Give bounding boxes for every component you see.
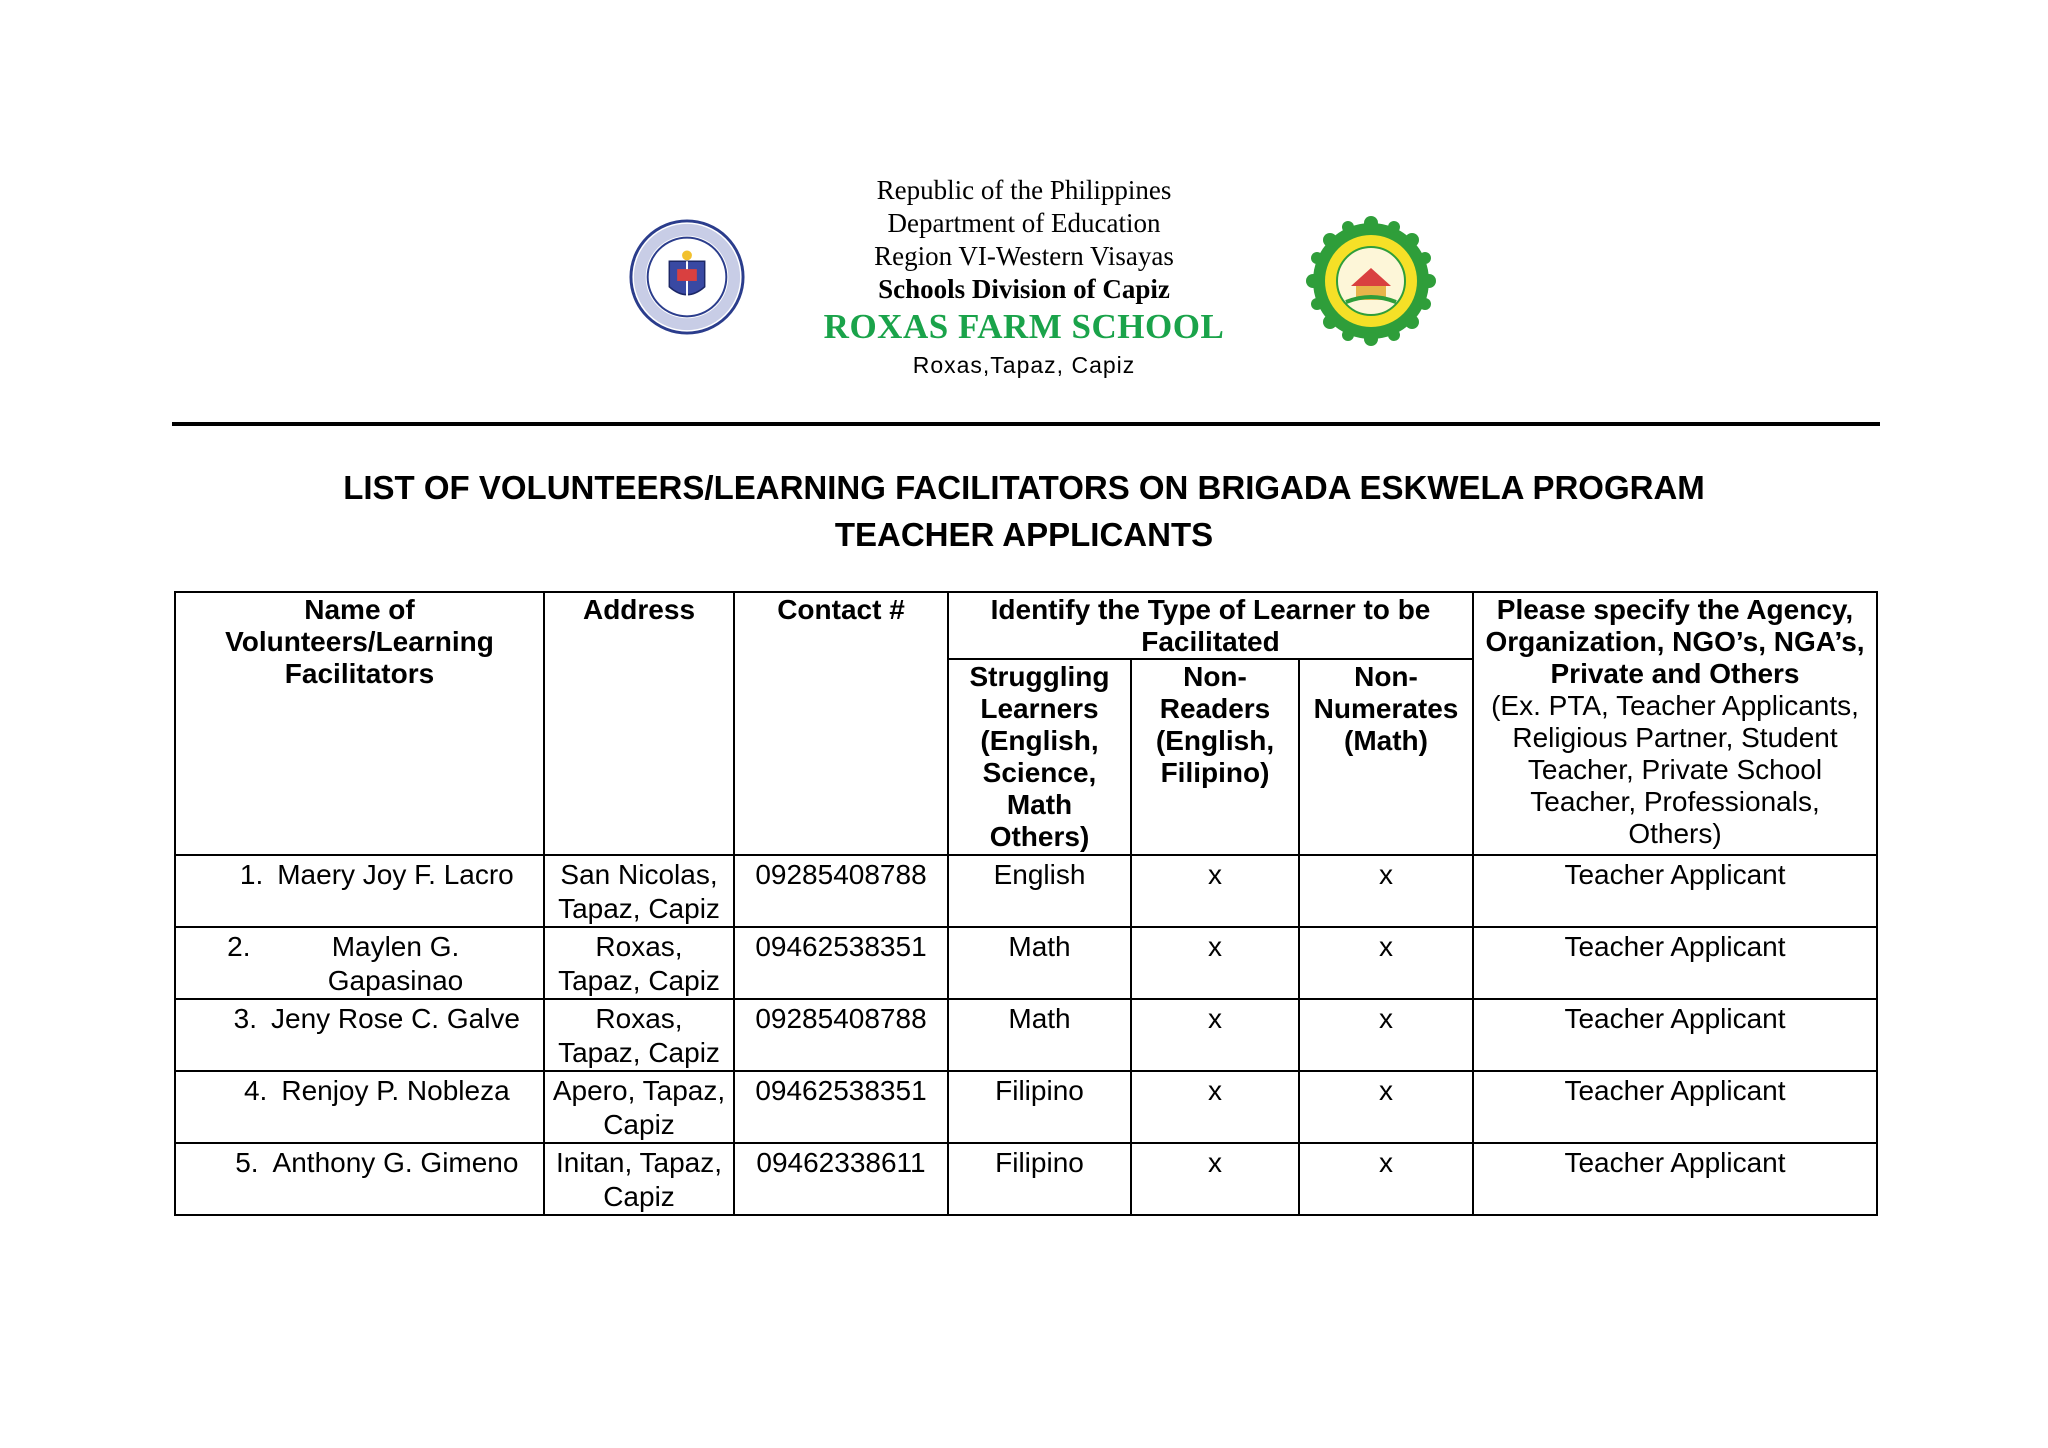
school-name: ROXAS FARM SCHOOL	[823, 307, 1225, 346]
cell-non-numerates: x	[1299, 1071, 1473, 1143]
cell-struggling: English	[948, 855, 1131, 927]
cell-agency: Teacher Applicant	[1473, 927, 1877, 999]
department-line: Department of Education	[887, 208, 1161, 238]
cell-name	[175, 999, 544, 1071]
header-non-readers: Non-Readers (English, Filipino)	[1131, 659, 1299, 855]
cell-non-numerates: x	[1299, 1143, 1473, 1215]
cell-name	[175, 1071, 544, 1143]
cell-name	[175, 927, 544, 999]
volunteer-name: Maylen G. Gapasinao	[327, 931, 464, 996]
cell-address: Roxas, Tapaz, Capiz	[544, 999, 734, 1071]
cell-non-numerates: x	[1299, 855, 1473, 927]
document-subtitle: TEACHER APPLICANTS	[834, 516, 1214, 553]
table-row	[175, 999, 1877, 1071]
cell-agency: Teacher Applicant	[1473, 999, 1877, 1071]
row-number: 4.	[243, 1075, 268, 1106]
volunteer-name: Maery Joy F. Lacro	[277, 859, 514, 890]
cell-struggling: Math	[948, 999, 1131, 1071]
cell-contact: 09462538351	[734, 1071, 948, 1143]
header-non-numerates: Non-Numerates (Math)	[1299, 659, 1473, 855]
table-row	[175, 1143, 1877, 1215]
header-agency-note: (Ex. PTA, Teacher Applicants, Religious Partner, Student Teacher, Private School Teacher, Professionals, Others)	[1491, 690, 1859, 849]
cell-contact: 09285408788	[734, 999, 948, 1071]
division-line: Schools Division of Capiz	[878, 274, 1170, 304]
cell-address: Apero, Tapaz, Capiz	[544, 1071, 734, 1143]
cell-non-readers: x	[1131, 927, 1299, 999]
cell-agency: Teacher Applicant	[1473, 855, 1877, 927]
cell-non-readers: x	[1131, 855, 1299, 927]
cell-name	[175, 855, 544, 927]
cell-non-readers: x	[1131, 1071, 1299, 1143]
cell-struggling: Filipino	[948, 1143, 1131, 1215]
republic-line: Republic of the Philippines	[876, 175, 1172, 205]
cell-contact: 09462538351	[734, 927, 948, 999]
table-row	[175, 855, 1877, 927]
cell-contact: 09285408788	[734, 855, 948, 927]
cell-non-readers: x	[1131, 1143, 1299, 1215]
table-row	[175, 927, 1877, 999]
table-header-row	[175, 592, 1877, 659]
header-name: Name of Volunteers/Learning Facilitators	[175, 592, 544, 855]
cell-address: San Nicolas, Tapaz, Capiz	[544, 855, 734, 927]
cell-non-numerates: x	[1299, 999, 1473, 1071]
letterhead	[0, 174, 2048, 382]
cell-agency: Teacher Applicant	[1473, 1071, 1877, 1143]
row-number: 3.	[233, 1003, 257, 1034]
volunteer-name: Renjoy P. Nobleza	[281, 1075, 510, 1106]
header-learner-type: Identify the Type of Learner to be Facilitated	[948, 592, 1473, 659]
cell-agency: Teacher Applicant	[1473, 1143, 1877, 1215]
row-number: 2.	[227, 931, 251, 962]
volunteer-name: Jeny Rose C. Galve	[271, 1003, 520, 1034]
table-body	[175, 855, 1877, 1215]
table-row	[175, 1071, 1877, 1143]
header-contact: Contact #	[734, 592, 948, 855]
row-number: 1.	[239, 859, 264, 890]
cell-address: Initan, Tapaz, Capiz	[544, 1143, 734, 1215]
region-line: Region VI-Western Visayas	[874, 241, 1174, 271]
header-divider	[172, 422, 1880, 426]
header-address: Address	[544, 592, 734, 855]
cell-non-readers: x	[1131, 999, 1299, 1071]
cell-struggling: Filipino	[948, 1071, 1131, 1143]
header-agency-title: Please specify the Agency, Organization, NGO’s, NGA’s, Private and Others	[1485, 594, 1865, 689]
volunteers-table	[174, 591, 1878, 1216]
cell-address: Roxas, Tapaz, Capiz	[544, 927, 734, 999]
cell-non-numerates: x	[1299, 927, 1473, 999]
cell-contact: 09462338611	[734, 1143, 948, 1215]
row-number: 5.	[235, 1147, 259, 1178]
document-title: LIST OF VOLUNTEERS/LEARNING FACILITATORS ON BRIGADA ESKWELA PROGRAM	[343, 469, 1705, 506]
cell-name	[175, 1143, 544, 1215]
header-agency	[1473, 592, 1877, 855]
header-struggling: Struggling Learners (English, Science, Math Others)	[948, 659, 1131, 855]
volunteer-name: Anthony G. Gimeno	[272, 1147, 519, 1178]
cell-struggling: Math	[948, 927, 1131, 999]
school-address: Roxas,Tapaz, Capiz	[912, 352, 1136, 378]
